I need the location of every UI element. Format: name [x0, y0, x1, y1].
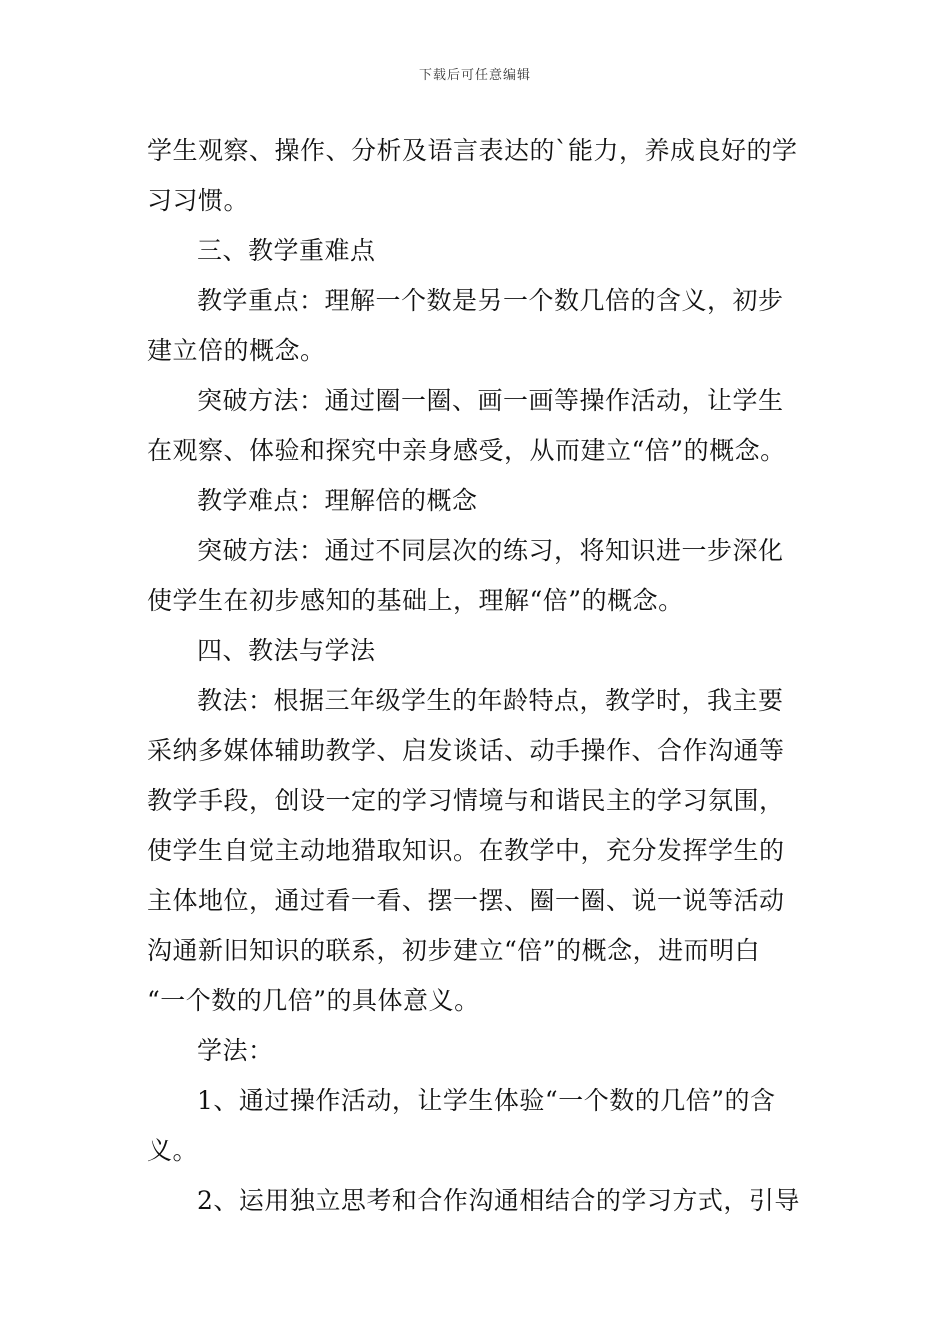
text-line: 突破方法：通过不同层次的练习，将知识进一步深化	[197, 536, 784, 565]
text-line: 在观察、体验和探究中亲身感受，从而建立“倍”的概念。	[147, 436, 786, 465]
document-body	[147, 126, 807, 1226]
text-line: 2、运用独立思考和合作沟通相结合的学习方式，引导	[197, 1186, 800, 1215]
page-header: 下载后可任意编辑	[418, 68, 531, 83]
text-line: 使学生在初步感知的基础上，理解“倍”的概念。	[147, 586, 684, 615]
text-line: 主体地位，通过看一看、摆一摆、圈一圈、说一说等活动	[147, 886, 785, 915]
text-line: 沟通新旧知识的联系，初步建立“倍”的概念，进而明白	[147, 936, 761, 965]
text-line: 教学重点：理解一个数是另一个数几倍的含义，初步	[197, 286, 784, 315]
text-line: 采纳多媒体辅助教学、启发谈话、动手操作、合作沟通等	[147, 736, 785, 765]
text-line: 义。	[147, 1136, 199, 1165]
text-line: 教学手段，创设一定的学习情境与和谐民主的学习氛围，	[147, 786, 785, 815]
text-line: 学生观察、操作、分析及语言表达的`能力，养成良好的学	[147, 136, 798, 165]
text-line: “一个数的几倍”的具体意义。	[147, 986, 480, 1015]
text-line: 习习惯。	[147, 186, 250, 215]
text-line: 使学生自觉主动地猎取知识。在教学中，充分发挥学生的	[147, 836, 785, 865]
text-line: 1、通过操作活动，让学生体验“一个数的几倍”的含	[197, 1086, 776, 1115]
text-line: 教法：根据三年级学生的年龄特点，教学时，我主要	[197, 686, 784, 715]
text-line: 三、教学重难点	[197, 236, 376, 265]
text-line: 四、教法与学法	[197, 636, 376, 665]
text-line: 突破方法：通过圈一圈、画一画等操作活动，让学生	[197, 386, 784, 415]
text-line: 教学难点：理解倍的概念	[197, 486, 478, 515]
text-line: 学法：	[197, 1036, 274, 1065]
text-line: 建立倍的概念。	[147, 336, 326, 365]
